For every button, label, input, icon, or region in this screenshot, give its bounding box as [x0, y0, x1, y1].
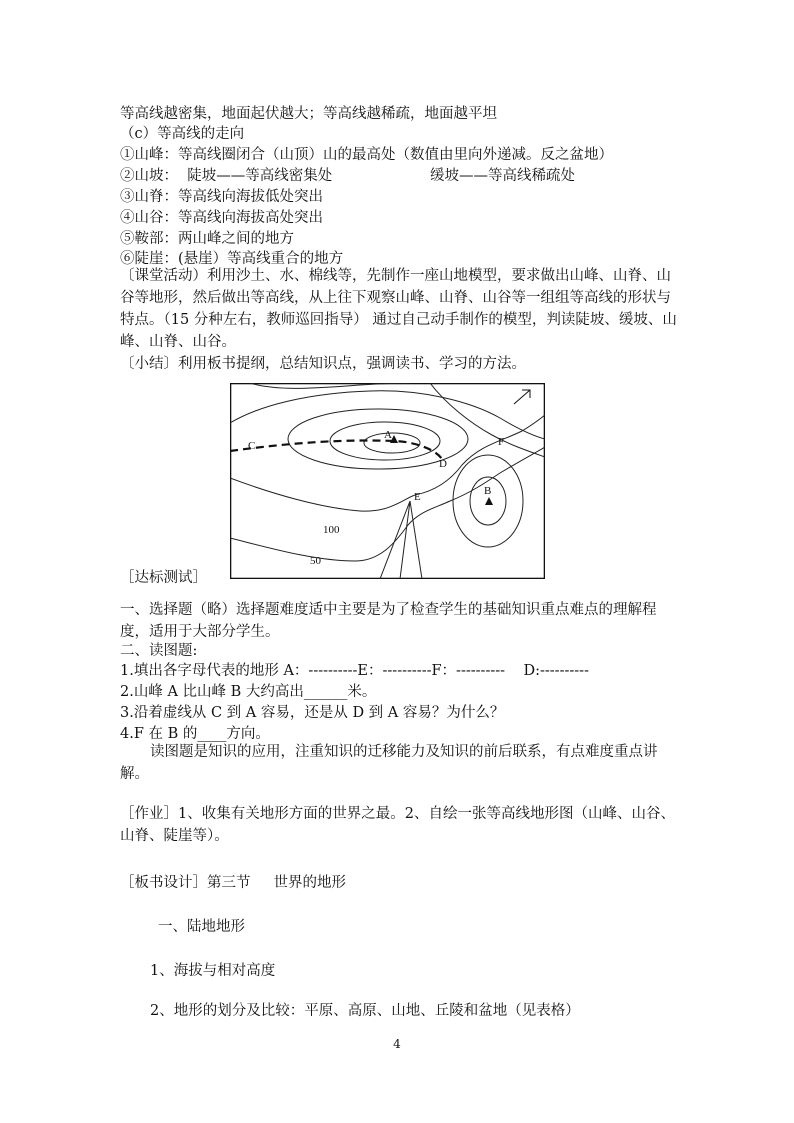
note-paragraph: 读图题是知识的应用，注重知识的迁移能力及知识的前后联系，有点难度重点讲解。 — [120, 744, 658, 782]
map-label-f: F — [498, 436, 505, 448]
contour-label-100: 100 — [323, 524, 340, 536]
activity-paragraph: 〔课堂活动）利用沙土、水、棉线等，先制作一座山地模型，要求做出山峰、山脊、山谷等地形，然后做出等高线，从上往下观察山峰、山脊、山谷等一组组等高线的形状与特点。（15 分种左右，教师巡回指导） 通过自己动手制作的模型，判读陡坡、缓坡、山峰、山脊、山谷。 — [120, 268, 677, 350]
board-design-heading: ［板书设计］第三节 世界的地形 — [120, 875, 347, 891]
map-label-b: B — [484, 485, 492, 497]
question-1: 一、选择题（略）选择题难度适中主要是为了检查学生的基础知识重点难点的理解程度，适用于大部分学生。 — [120, 602, 657, 640]
map-label-a: A — [384, 429, 392, 441]
text-line: 等高线越密集，地面起伏越大；等高线越稀疏，地面越平坦 — [120, 106, 497, 122]
test-heading: ［达标测试］ — [120, 570, 207, 586]
text-line: ④山谷：等高线向海拔高处突出 — [120, 210, 323, 226]
contour-map — [230, 383, 545, 579]
text-line: 缓坡——等高线稀疏处 — [430, 168, 575, 184]
question-2-4: 4.F 在 B 的____方向。 — [120, 726, 270, 742]
text-line: ⑤鞍部：两山峰之间的地方 — [120, 231, 294, 247]
text-line: ⑥陡崖：(悬崖）等高线重合的地方 — [120, 251, 344, 267]
board-item-2: 1、海拔与相对高度 — [150, 963, 276, 979]
text-line: ①山峰：等高线圈闭合（山顶）山的最高处（数值由里向外递减。反之盆地） — [120, 147, 613, 163]
question-2-2: 2.山峰 A 比山峰 B 大约高出______米。 — [120, 684, 377, 700]
question-2-1: 1.填出各字母代表的地形 A：----------E：----------F：---------- D:---------- — [120, 663, 589, 679]
summary-line: 〔小结〕利用板书提纲，总结知识点，强调读书、学习的方法。 — [120, 356, 526, 372]
map-label-e: E — [414, 491, 421, 503]
map-label-c: C — [248, 440, 256, 452]
map-label-d: D — [439, 458, 447, 470]
question-2-3: 3.沿着虚线从 C 到 A 容易，还是从 D 到 A 容易？为什么？ — [120, 705, 505, 721]
text-line: （c）等高线的走向 — [120, 126, 245, 142]
board-item-1: 一、陆地地形 — [158, 919, 245, 935]
page-number: 4 — [393, 1037, 401, 1051]
board-item-3: 2、地形的划分及比较：平原、高原、山地、丘陵和盆地（见表格） — [150, 1003, 580, 1019]
homework-paragraph: ［作业］1、收集有关地形方面的世界之最。2、自绘一张等高线地形图（山峰、山谷、山脊、陡崖等）。 — [120, 806, 675, 844]
contour-label-50: 50 — [310, 555, 321, 567]
text-line: ③山脊：等高线向海拔低处突出 — [120, 189, 323, 205]
question-2-heading: 二、读图题: — [120, 643, 198, 659]
text-line: ②山坡： 陡坡——等高线密集处 — [120, 168, 333, 184]
